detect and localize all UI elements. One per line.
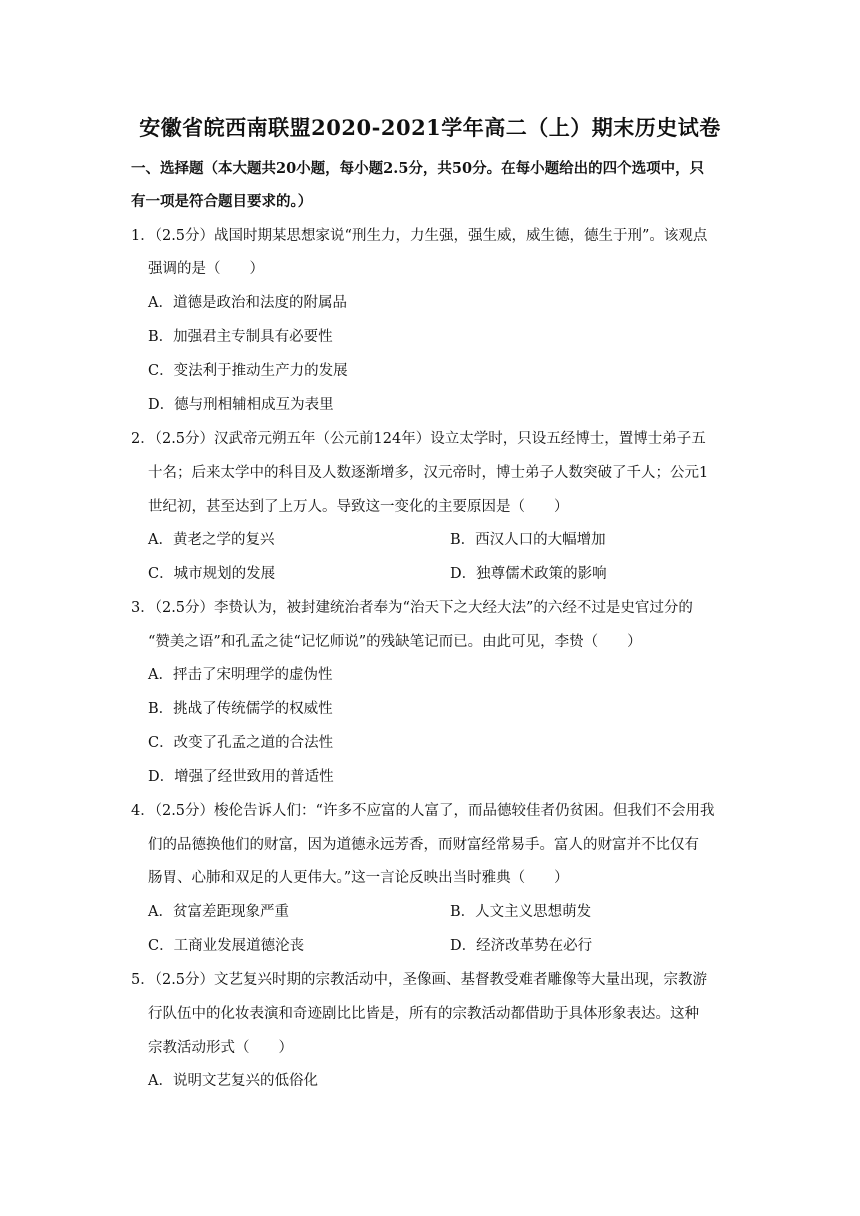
question-2-option-a[interactable]: A．黄老之学的复兴: [148, 532, 275, 548]
question-1-option-a[interactable]: A．道德是政治和法度的附属品: [148, 295, 347, 311]
question-4-option-a[interactable]: A．贫富差距现象严重: [148, 904, 289, 920]
question-2-line-1: 2．（2.5分）汉武帝元朔五年（公元前124年）设立太学时，只设五经博士，置博士弟子五: [131, 431, 706, 447]
question-5-line-2: 行队伍中的化妆表演和奇迹剧比比皆是，所有的宗教活动都借助于具体形象表达。这种: [148, 1006, 699, 1022]
question-1-line-2: 强调的是（ ）: [148, 261, 264, 277]
question-4-option-c[interactable]: C．工商业发展道德沦丧: [148, 938, 305, 954]
question-3-line-1: 3．（2.5分）李贽认为，被封建统治者奉为“治天下之大经大法”的六经不过是史官过分的: [131, 600, 693, 616]
question-2-option-c[interactable]: C．城市规划的发展: [148, 566, 276, 582]
question-1-option-c[interactable]: C．变法利于推动生产力的发展: [148, 363, 348, 379]
question-4-line-1: 4．（2.5分）梭伦告诉人们：“许多不应富的人富了，而品德较佳者仍贫困。但我们不会用我: [131, 803, 715, 819]
question-2-line-3: 世纪初，甚至达到了上万人。导致这一变化的主要原因是（ ）: [148, 499, 569, 515]
question-3-line-2: “赞美之语”和孔孟之徒“记忆师说”的残缺笔记而已。由此可见，李贽（ ）: [148, 634, 642, 650]
question-2-option-d[interactable]: D．独尊儒术政策的影响: [450, 566, 607, 582]
question-3-option-c[interactable]: C．改变了孔孟之道的合法性: [148, 735, 334, 751]
question-4-line-2: 们的品德换他们的财富，因为道德永远芳香，而财富经常易手。富人的财富并不比仅有: [148, 837, 699, 853]
question-5-option-a[interactable]: A．说明文艺复兴的低俗化: [148, 1073, 318, 1089]
question-4-option-d[interactable]: D．经济改革势在必行: [450, 938, 593, 954]
question-1-option-b[interactable]: B．加强君主专制具有必要性: [148, 329, 333, 345]
question-4-option-b[interactable]: B．人文主义思想萌发: [450, 904, 592, 920]
question-5-line-3: 宗教活动形式（ ）: [148, 1040, 293, 1056]
question-4-line-3: 肠胃、心肺和双足的人更伟大。”这一言论反映出当时雅典（ ）: [148, 870, 569, 886]
section-instruction-line-2: 有一项是符合题目要求的。）: [131, 193, 313, 210]
question-1-line-1: 1．（2.5分）战国时期某思想家说“刑生力，力生强，强生威，威生德，德生于刑”。该观点: [131, 228, 708, 244]
question-2-line-2: 十名；后来太学中的科目及人数逐渐增多，汉元帝时，博士弟子人数突破了千人；公元1: [148, 465, 709, 481]
section-instruction-line-1: 一、选择题（本大题共20小题，每小题2.5分，共50分。在每小题给出的四个选项中，只: [131, 160, 705, 177]
question-3-option-d[interactable]: D．增强了经世致用的普适性: [148, 769, 334, 785]
exam-title: 安徽省皖西南联盟2020-2021学年高二（上）期末历史试卷: [139, 115, 721, 140]
question-2-option-b[interactable]: B．西汉人口的大幅增加: [450, 532, 606, 548]
question-5-line-1: 5．（2.5分）文艺复兴时期的宗教活动中，圣像画、基督教受难者雕像等大量出现，宗教游: [131, 972, 708, 988]
question-1-option-d[interactable]: D．德与刑相辅相成互为表里: [148, 397, 334, 413]
question-3-option-b[interactable]: B．挑战了传统儒学的权威性: [148, 701, 333, 717]
question-3-option-a[interactable]: A．抨击了宋明理学的虚伪性: [148, 667, 333, 683]
